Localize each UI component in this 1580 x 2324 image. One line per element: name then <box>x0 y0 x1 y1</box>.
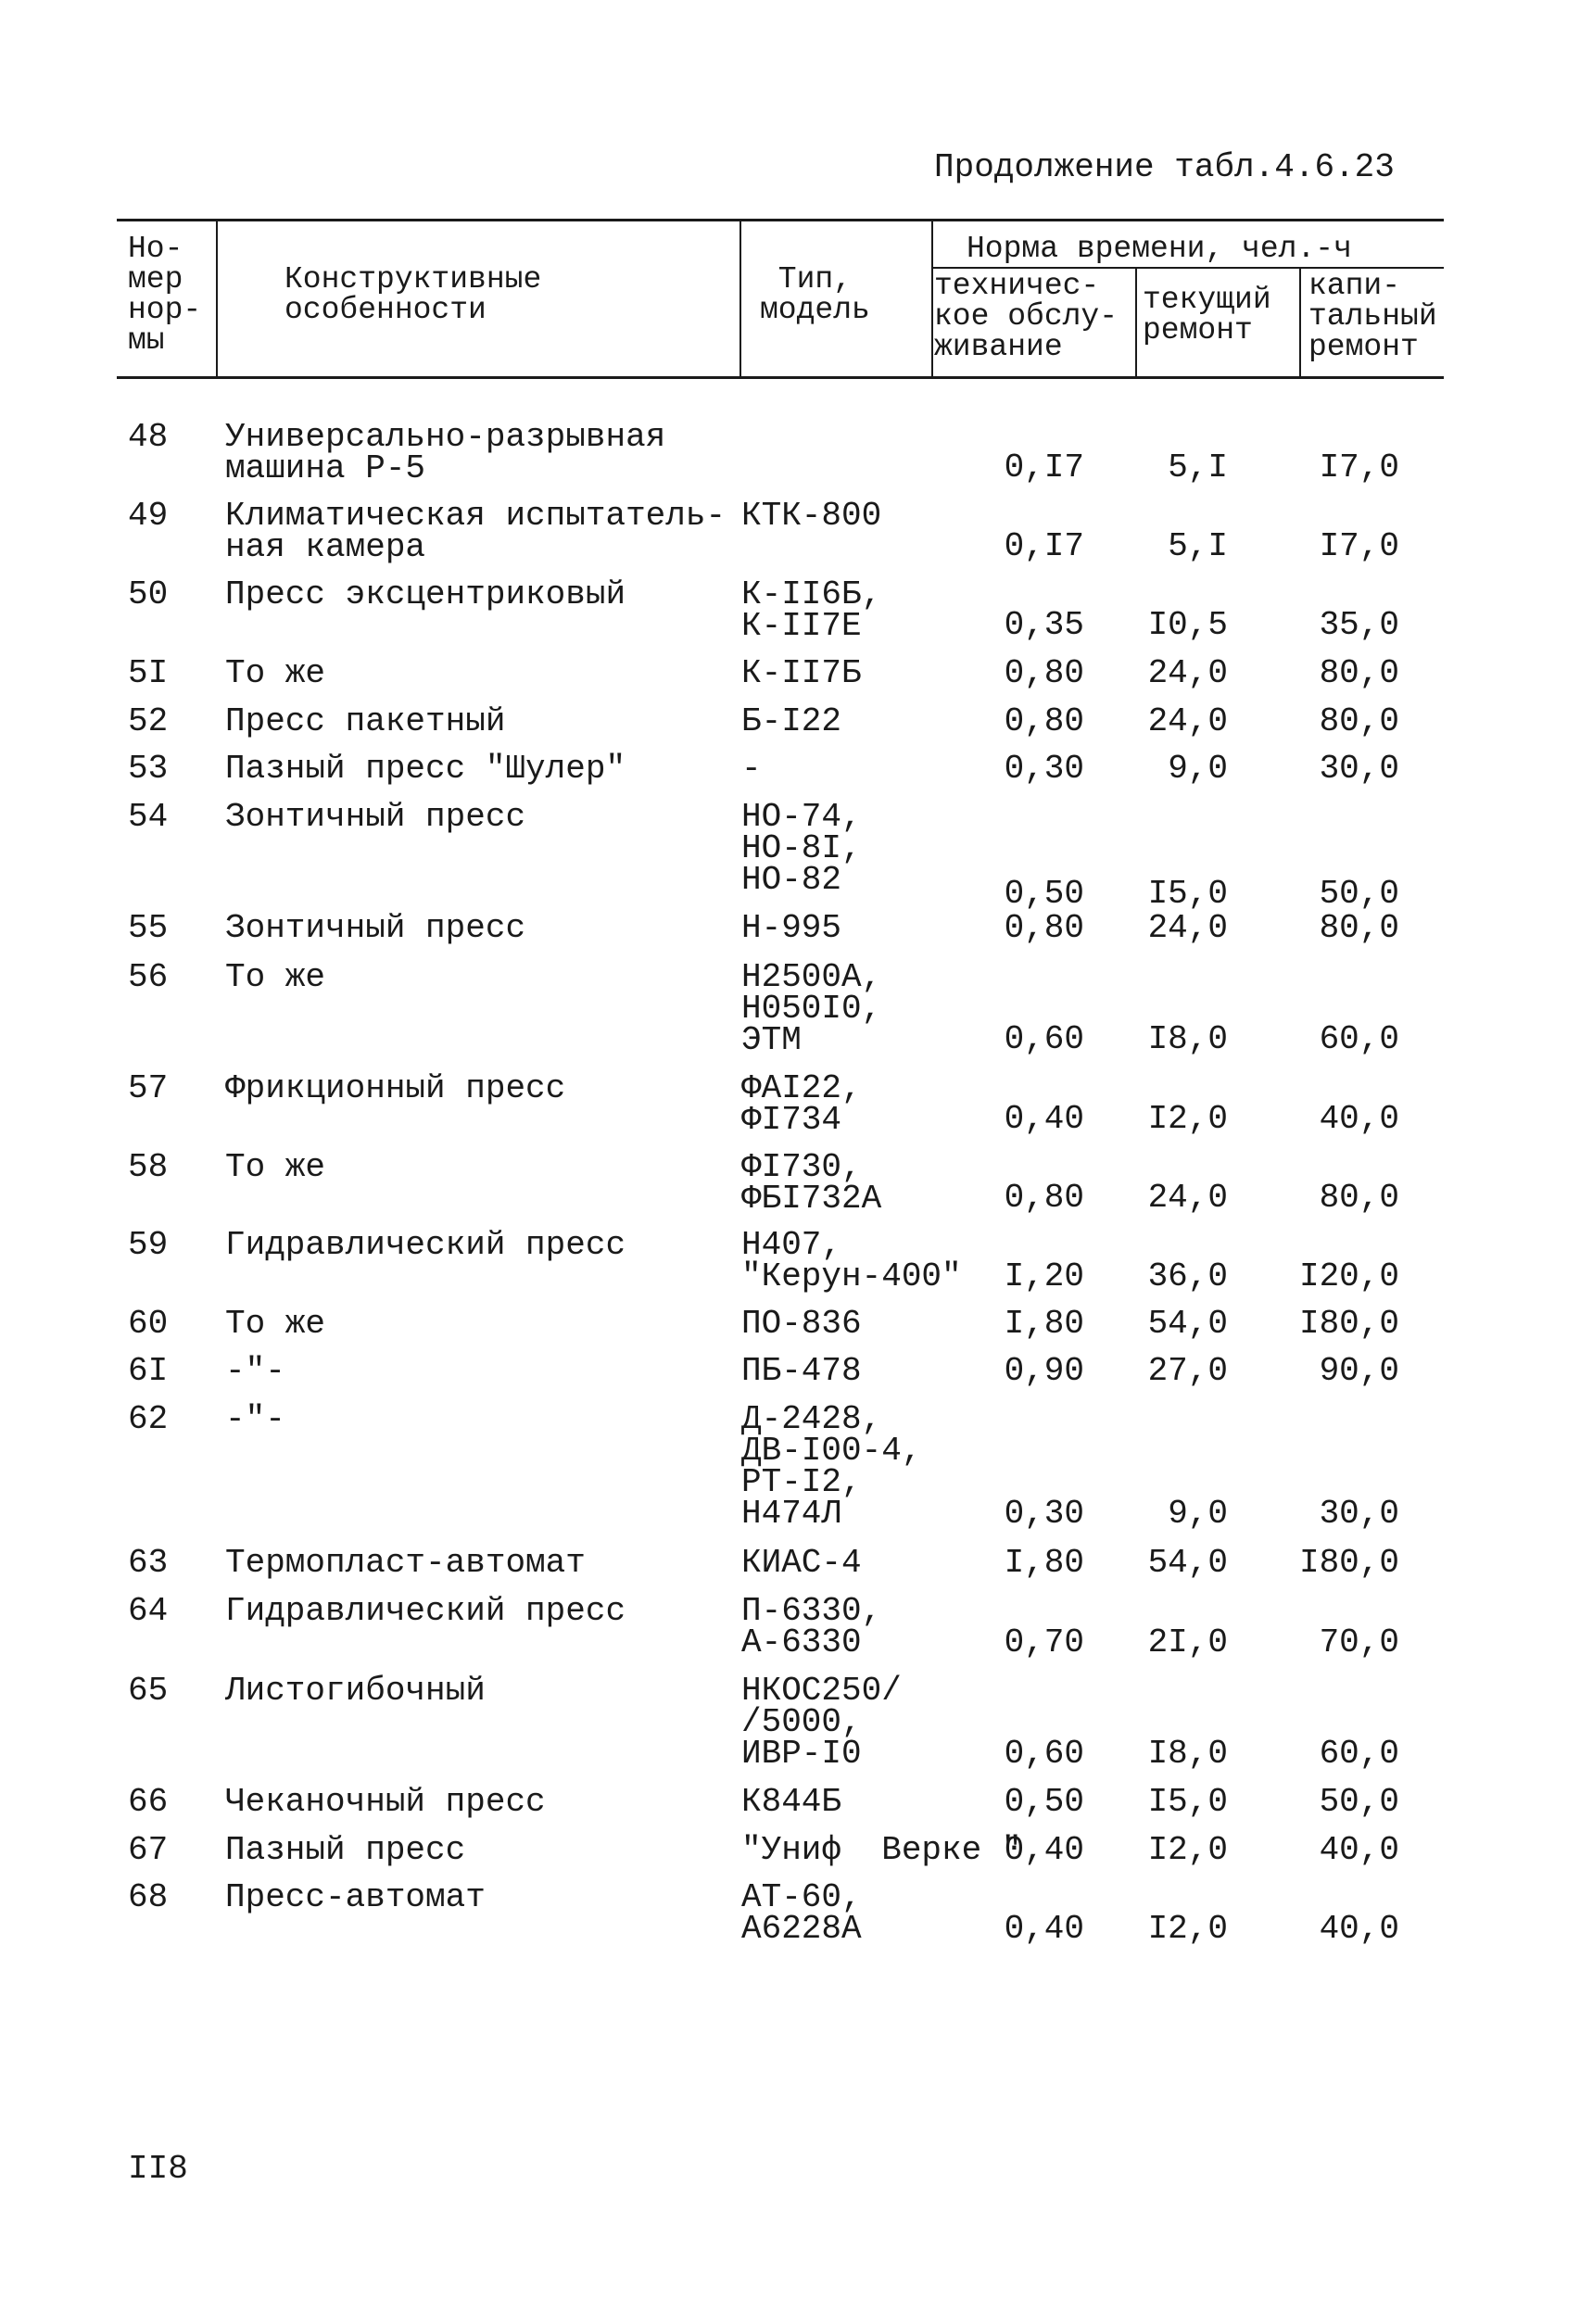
row-number: 53 <box>128 750 169 788</box>
row-model: Б-I22 <box>741 702 842 740</box>
row-capital-repair: 35,0 <box>1319 606 1399 644</box>
row-current-repair: 24,0 <box>1147 909 1228 947</box>
row-model: П-6330, А-6330 <box>741 1592 882 1661</box>
row-current-repair: 24,0 <box>1147 654 1228 692</box>
row-description: Зонтичный пресс <box>225 909 526 947</box>
row-model: ФАI22, ФI734 <box>741 1069 862 1139</box>
row-number: 48 <box>128 418 169 456</box>
row-current-repair: I8,0 <box>1147 1735 1228 1773</box>
header-vline-2 <box>739 219 741 378</box>
row-description: Пресс-автомат <box>225 1878 486 1916</box>
row-capital-repair: 40,0 <box>1319 1100 1399 1138</box>
row-tech-maintenance: 0,60 <box>1004 1735 1084 1773</box>
row-tech-maintenance: 0,70 <box>1004 1623 1084 1661</box>
row-current-repair: 24,0 <box>1147 1179 1228 1217</box>
row-current-repair: 27,0 <box>1147 1352 1228 1390</box>
row-current-repair: I5,0 <box>1147 875 1228 913</box>
row-description: Пресс пакетный <box>225 702 506 740</box>
row-number: 59 <box>128 1226 169 1264</box>
row-capital-repair: I80,0 <box>1298 1544 1399 1582</box>
row-number: 6I <box>128 1352 169 1390</box>
row-number: 67 <box>128 1831 169 1869</box>
row-capital-repair: 40,0 <box>1319 1831 1399 1869</box>
row-description: То же <box>225 958 326 996</box>
row-description: -"- <box>225 1400 285 1438</box>
row-model: К844Б <box>741 1783 842 1821</box>
row-current-repair: 54,0 <box>1147 1305 1228 1343</box>
row-model: Д-2428, ДВ-I00-4, РТ-I2, Н474Л <box>741 1400 922 1533</box>
row-capital-repair: 80,0 <box>1319 1179 1399 1217</box>
row-capital-repair: 30,0 <box>1319 750 1399 788</box>
row-number: 60 <box>128 1305 169 1343</box>
row-description: Климатическая испытатель- ная камера <box>225 497 727 566</box>
row-tech-maintenance: I,80 <box>1004 1544 1084 1582</box>
row-tech-maintenance: 0,80 <box>1004 1179 1084 1217</box>
header-current-repair: текущий ремонт <box>1143 283 1271 347</box>
row-number: 5I <box>128 654 169 692</box>
row-current-repair: 54,0 <box>1147 1544 1228 1582</box>
row-number: 58 <box>128 1148 169 1186</box>
row-capital-repair: 30,0 <box>1319 1495 1399 1533</box>
row-tech-maintenance: 0,80 <box>1004 909 1084 947</box>
row-model: НО-74, НО-8I, НО-82 <box>741 798 862 899</box>
row-model: Н-995 <box>741 909 842 947</box>
row-tech-maintenance: 0,35 <box>1004 606 1084 644</box>
row-number: 49 <box>128 497 169 535</box>
row-description: Листогибочный <box>225 1672 486 1710</box>
row-model: АТ-60, А6228А <box>741 1878 862 1948</box>
row-description: Фрикционный пресс <box>225 1069 566 1107</box>
row-tech-maintenance: 0,50 <box>1004 1783 1084 1821</box>
row-current-repair: 36,0 <box>1147 1257 1228 1295</box>
header-features: Конструктивные особенности <box>284 262 542 327</box>
row-model: НКОС250/ /5000, ИВР-I0 <box>741 1672 902 1773</box>
row-capital-repair: 50,0 <box>1319 875 1399 913</box>
row-current-repair: 9,0 <box>1168 750 1228 788</box>
header-tech-maintenance: техничес- кое обслу- живание <box>934 269 1119 364</box>
row-description: Гидравлический пресс <box>225 1226 626 1264</box>
row-tech-maintenance: 0,40 <box>1004 1910 1084 1948</box>
row-description: Пазный пресс "Шулер" <box>225 750 626 788</box>
row-capital-repair: 40,0 <box>1319 1910 1399 1948</box>
header-vline-1 <box>216 219 218 378</box>
row-model: ФI730, ФБI732А <box>741 1148 882 1218</box>
row-description: Универсально-разрывная машина Р-5 <box>225 418 666 487</box>
row-current-repair: I2,0 <box>1147 1831 1228 1869</box>
row-capital-repair: I80,0 <box>1298 1305 1399 1343</box>
row-tech-maintenance: 0,40 <box>1004 1100 1084 1138</box>
row-capital-repair: 70,0 <box>1319 1623 1399 1661</box>
row-model: Н2500А, Н050I0, ЭТМ <box>741 958 882 1059</box>
row-number: 68 <box>128 1878 169 1916</box>
row-number: 56 <box>128 958 169 996</box>
row-number: 62 <box>128 1400 169 1438</box>
header-number: Но- мер нор- мы <box>128 232 202 358</box>
row-capital-repair: 90,0 <box>1319 1352 1399 1390</box>
row-number: 63 <box>128 1544 169 1582</box>
row-number: 65 <box>128 1672 169 1710</box>
row-model: Н407, "Керун-400" <box>741 1226 962 1295</box>
row-current-repair: I5,0 <box>1147 1783 1228 1821</box>
row-model: ПО-836 <box>741 1305 862 1343</box>
row-capital-repair: 80,0 <box>1319 909 1399 947</box>
row-tech-maintenance: 0,30 <box>1004 1495 1084 1533</box>
row-tech-maintenance: 0,30 <box>1004 750 1084 788</box>
row-current-repair: 5,I <box>1168 448 1228 486</box>
row-number: 52 <box>128 702 169 740</box>
header-capital-repair: капи- тальный ремонт <box>1308 269 1437 364</box>
row-description: Зонтичный пресс <box>225 798 526 836</box>
row-tech-maintenance: 0,50 <box>1004 875 1084 913</box>
row-number: 64 <box>128 1592 169 1630</box>
row-tech-maintenance: 0,80 <box>1004 702 1084 740</box>
row-tech-maintenance: 0,I7 <box>1004 527 1084 565</box>
row-current-repair: I2,0 <box>1147 1100 1228 1138</box>
row-capital-repair: 60,0 <box>1319 1735 1399 1773</box>
row-capital-repair: 50,0 <box>1319 1783 1399 1821</box>
row-tech-maintenance: I,20 <box>1004 1257 1084 1295</box>
row-model: К-II6Б, К-II7Е <box>741 575 882 645</box>
row-capital-repair: I7,0 <box>1319 527 1399 565</box>
row-model: КИАС-4 <box>741 1544 862 1582</box>
row-description: То же <box>225 1305 326 1343</box>
header-vline-4 <box>1135 269 1137 378</box>
row-number: 54 <box>128 798 169 836</box>
row-capital-repair: 80,0 <box>1319 654 1399 692</box>
page-number: II8 <box>128 2150 188 2188</box>
row-tech-maintenance: 0,I7 <box>1004 448 1084 486</box>
row-current-repair: I0,5 <box>1147 606 1228 644</box>
row-current-repair: 9,0 <box>1168 1495 1228 1533</box>
row-current-repair: 5,I <box>1168 527 1228 565</box>
row-description: То же <box>225 1148 326 1186</box>
row-tech-maintenance: 0,60 <box>1004 1020 1084 1058</box>
row-description: Пазный пресс <box>225 1831 466 1869</box>
header-vline-3 <box>931 219 933 378</box>
row-model: КТК-800 <box>741 497 882 535</box>
row-number: 66 <box>128 1783 169 1821</box>
row-model: "Униф Верке " <box>741 1831 1022 1869</box>
row-current-repair: I2,0 <box>1147 1910 1228 1948</box>
header-top-rule <box>117 219 1444 221</box>
row-current-repair: 2I,0 <box>1147 1623 1228 1661</box>
row-capital-repair: I7,0 <box>1319 448 1399 486</box>
row-capital-repair: I20,0 <box>1298 1257 1399 1295</box>
row-description: То же <box>225 654 326 692</box>
row-number: 57 <box>128 1069 169 1107</box>
header-model: Тип, модель <box>760 262 870 327</box>
row-model: ПБ-478 <box>741 1352 862 1390</box>
row-tech-maintenance: 0,90 <box>1004 1352 1084 1390</box>
row-description: -"- <box>225 1352 285 1390</box>
header-bottom-rule <box>117 376 1444 379</box>
row-description: Термопласт-автомат <box>225 1544 586 1582</box>
row-description: Пресс эксцентриковый <box>225 575 626 613</box>
row-number: 55 <box>128 909 169 947</box>
row-current-repair: I8,0 <box>1147 1020 1228 1058</box>
table-caption: Продолжение табл.4.6.23 <box>934 148 1395 186</box>
row-description: Чеканочный пресс <box>225 1783 546 1821</box>
row-capital-repair: 80,0 <box>1319 702 1399 740</box>
row-capital-repair: 60,0 <box>1319 1020 1399 1058</box>
row-model: К-II7Б <box>741 654 862 692</box>
row-tech-maintenance: 0,40 <box>1004 1831 1084 1869</box>
row-description: Гидравлический пресс <box>225 1592 626 1630</box>
header-vline-5 <box>1299 269 1301 378</box>
row-model: - <box>741 750 762 788</box>
row-current-repair: 24,0 <box>1147 702 1228 740</box>
row-tech-maintenance: I,80 <box>1004 1305 1084 1343</box>
row-number: 50 <box>128 575 169 613</box>
row-tech-maintenance: 0,80 <box>1004 654 1084 692</box>
header-time-norm: Норма времени, чел.-ч <box>967 232 1352 266</box>
